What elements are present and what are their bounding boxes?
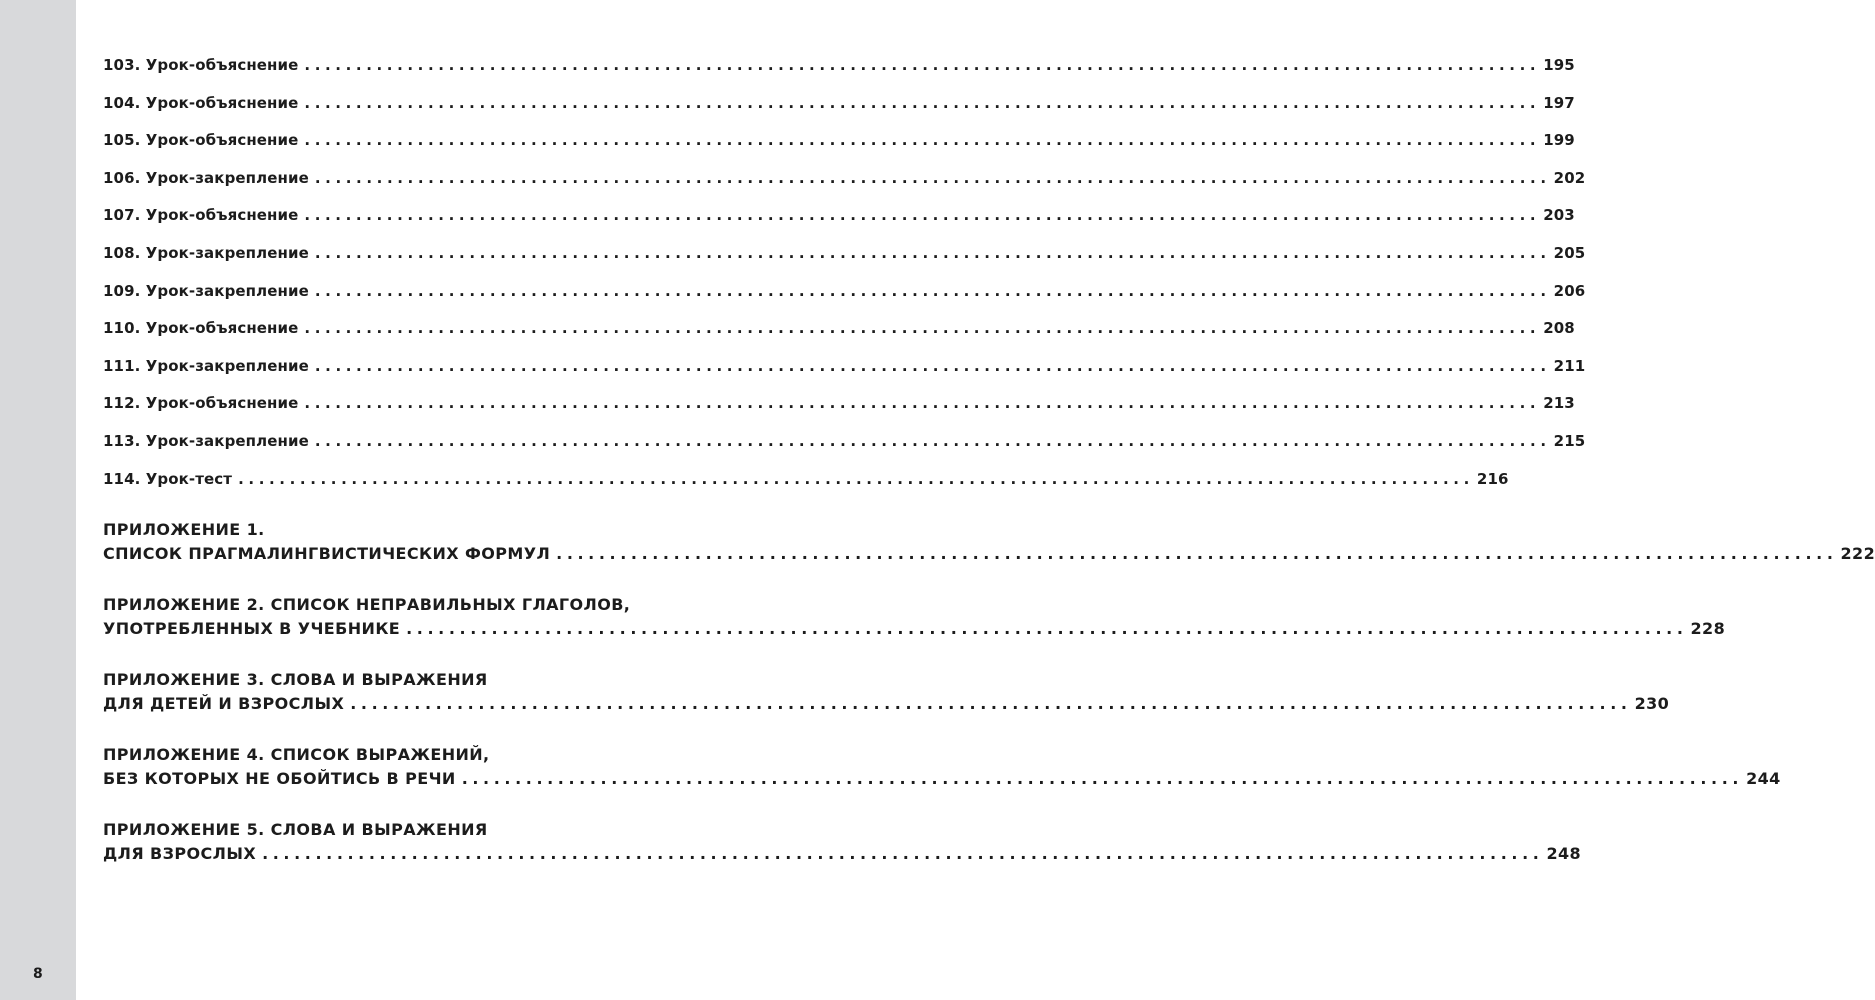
toc-entry[interactable] — [103, 394, 1575, 432]
leader-dots: ........................................................................................................................ — [350, 694, 1632, 713]
toc-entry-page-number: 215 — [1553, 431, 1586, 450]
appendix-subtitle: ДЛЯ ДЕТЕЙ И ВЗРОСЛЫХ — [103, 694, 345, 713]
toc-entry-page-number: 213 — [1543, 394, 1575, 413]
leader-dots: ........................................................................................................................ — [304, 56, 1541, 74]
leader-dots: ........................................................................................................................ — [238, 469, 1474, 488]
toc-entry-page-number: 199 — [1543, 131, 1575, 150]
toc-entry-page-number: 195 — [1543, 56, 1575, 74]
leader-dots: ........................................................................................................................ — [314, 243, 1551, 262]
appendix-subtitle: УПОТРЕБЛЕННЫХ В УЧЕБНИКЕ — [103, 619, 401, 638]
toc-appendix-4[interactable] — [103, 743, 1781, 791]
leader-dots: ........................................................................................................................ — [304, 93, 1541, 112]
toc-entry-title: 109. Урок-закрепление — [103, 281, 309, 300]
appendix-page-number: 244 — [1746, 769, 1781, 788]
toc-entry[interactable] — [103, 168, 1586, 207]
appendix-heading: ПРИЛОЖЕНИЕ 1. — [103, 520, 265, 539]
toc-entry-title: 111. Урок-закрепление — [103, 356, 309, 375]
toc-entry-title: 104. Урок-объяснение — [103, 93, 299, 112]
lesson-list — [103, 56, 1586, 507]
toc-entry[interactable] — [103, 431, 1586, 470]
toc-entry[interactable] — [103, 356, 1586, 395]
toc-entry[interactable] — [103, 131, 1575, 169]
toc-entry-page-number: 206 — [1553, 281, 1586, 300]
toc-entry-title: 112. Урок-объяснение — [103, 394, 299, 413]
appendix-heading: ПРИЛОЖЕНИЕ 5. СЛОВА И ВЫРАЖЕНИЯ — [103, 820, 488, 839]
toc-entry-title: 114. Урок-тест — [103, 469, 233, 488]
appendix-page-number: 248 — [1546, 844, 1582, 863]
toc-entry[interactable] — [103, 469, 1509, 508]
toc-entry-title: 103. Урок-объяснение — [103, 56, 299, 74]
toc-entry-page-number: 211 — [1553, 356, 1586, 375]
toc-appendix-3[interactable] — [103, 668, 1670, 716]
leader-dots: ........................................................................................................................ — [314, 356, 1551, 375]
leader-dots: ........................................................................................................................ — [304, 319, 1541, 338]
toc-entry[interactable] — [103, 93, 1575, 132]
toc-appendix-2[interactable] — [103, 593, 1726, 641]
toc-entry[interactable] — [103, 206, 1575, 244]
leader-dots: ........................................................................................................................ — [304, 131, 1541, 150]
leader-dots: ........................................................................................................................ — [406, 619, 1688, 638]
toc-entry[interactable] — [103, 56, 1575, 94]
toc-entry[interactable] — [103, 243, 1586, 282]
appendix-page-number: 228 — [1690, 619, 1726, 638]
toc-entry-title: 108. Урок-закрепление — [103, 243, 309, 262]
toc-entry[interactable] — [103, 319, 1575, 357]
toc-entry-page-number: 205 — [1553, 243, 1586, 262]
appendix-page-number: 230 — [1634, 694, 1670, 713]
toc-entry-title: 107. Урок-объяснение — [103, 206, 299, 225]
toc-entry-title: 113. Урок-закрепление — [103, 431, 309, 450]
toc-entry-title: 106. Урок-закрепление — [103, 168, 309, 187]
appendix-subtitle: БЕЗ КОТОРЫХ НЕ ОБОЙТИСЬ В РЕЧИ — [103, 769, 456, 788]
toc-entry-page-number: 203 — [1543, 206, 1575, 225]
appendix-subtitle: ДЛЯ ВЗРОСЛЫХ — [103, 844, 257, 863]
appendix-subtitle: СПИСОК ПРАГМАЛИНГВИСТИЧЕСКИХ ФОРМУЛ — [103, 544, 551, 563]
leader-dots: ........................................................................................................................ — [314, 281, 1551, 300]
toc-entry-page-number: 208 — [1543, 319, 1575, 338]
page-number: 8 — [33, 966, 43, 982]
toc-appendix-5[interactable] — [103, 818, 1582, 866]
leader-dots: ........................................................................................................................ — [304, 394, 1541, 413]
appendix-heading: ПРИЛОЖЕНИЕ 4. СПИСОК ВЫРАЖЕНИЙ, — [103, 745, 490, 764]
toc-entry-title: 110. Урок-объяснение — [103, 319, 299, 338]
toc-appendix-1[interactable] — [103, 518, 1875, 566]
leader-dots: ........................................................................................................................ — [461, 769, 1744, 788]
toc-entry-page-number: 197 — [1543, 93, 1575, 112]
toc-entry-title: 105. Урок-объяснение — [103, 131, 299, 150]
appendix-heading: ПРИЛОЖЕНИЕ 2. СПИСОК НЕПРАВИЛЬНЫХ ГЛАГОЛОВ, — [103, 595, 631, 614]
appendix-heading: ПРИЛОЖЕНИЕ 3. СЛОВА И ВЫРАЖЕНИЯ — [103, 670, 488, 689]
appendix-page-number: 222 — [1840, 544, 1875, 563]
table-of-contents — [103, 56, 1875, 863]
toc-entry-page-number: 216 — [1476, 469, 1509, 488]
toc-entry[interactable] — [103, 281, 1586, 320]
leader-dots: ........................................................................................................................ — [262, 844, 1544, 863]
page-margin-bar — [0, 0, 76, 1000]
leader-dots: ........................................................................................................................ — [314, 168, 1551, 187]
leader-dots: ........................................................................................................................ — [304, 206, 1541, 225]
leader-dots: ........................................................................................................................ — [556, 544, 1838, 563]
toc-entry-page-number: 202 — [1553, 168, 1586, 187]
leader-dots: ........................................................................................................................ — [314, 431, 1551, 450]
